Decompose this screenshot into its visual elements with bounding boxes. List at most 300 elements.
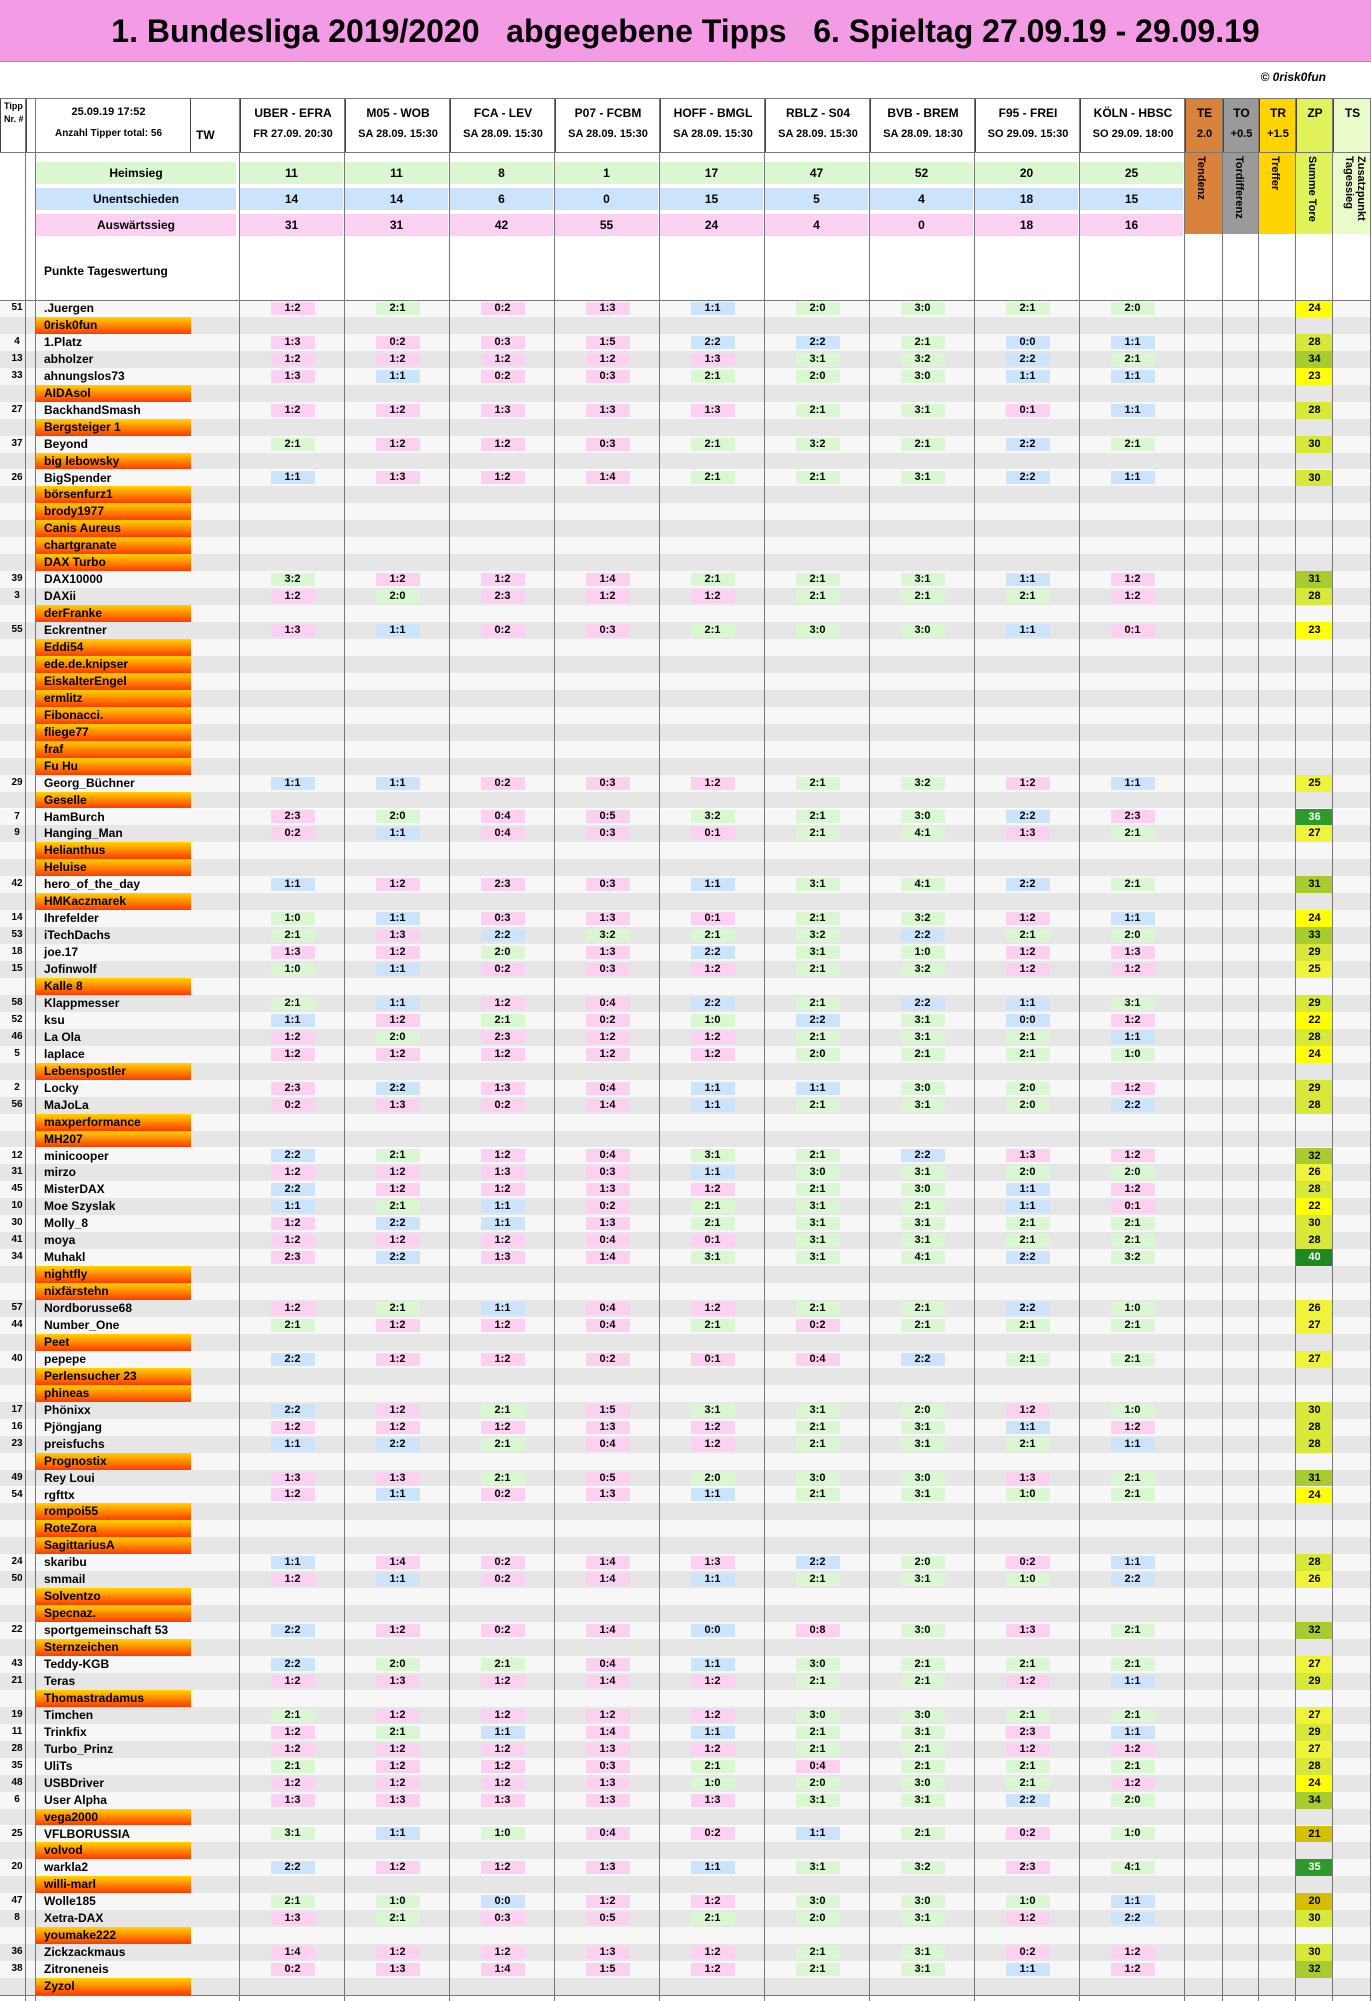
stat-value: 55 — [555, 214, 658, 236]
tipp-number: 40 — [11, 1352, 23, 1364]
table-row — [0, 1690, 1371, 1707]
tipper-name: Lebenspostler — [36, 1063, 191, 1080]
tipp-label: Tipp — [4, 101, 23, 111]
tip-cell: 3:1 — [796, 1200, 840, 1213]
tip-cell: 2:1 — [691, 438, 735, 451]
tip-cell: 1:1 — [691, 1082, 735, 1095]
tip-cell: 2:1 — [376, 302, 420, 315]
tip-cell: 1:1 — [481, 1302, 525, 1315]
tip-cell: 2:2 — [1006, 471, 1050, 484]
tip-cell: 1:5 — [586, 336, 630, 349]
tip-cell: 1:3 — [586, 1488, 630, 1501]
zp-score: 31 — [1296, 876, 1333, 893]
tip-cell: 1:2 — [481, 1234, 525, 1247]
tip-cell: 2:2 — [271, 1658, 315, 1671]
table-row — [0, 1503, 1371, 1520]
tip-cell: 2:1 — [901, 1048, 945, 1061]
stat-value: 15 — [660, 188, 763, 210]
tip-cell: 3:1 — [691, 1149, 735, 1162]
tip-cell: 3:0 — [796, 1709, 840, 1722]
tip-cell: 2:2 — [376, 1217, 420, 1230]
extra-code: ZP — [1307, 106, 1323, 120]
match-label: FCA - LEV — [473, 106, 533, 120]
tip-cell: 0:3 — [481, 912, 525, 925]
tip-cell: 1:2 — [271, 353, 315, 366]
tip-cell: 2:1 — [1006, 1031, 1050, 1044]
table-row — [0, 876, 1371, 893]
tip-cell: 1:2 — [376, 946, 420, 959]
extra-value: +0.5 — [1230, 128, 1253, 140]
table-row — [0, 944, 1371, 961]
grid-line — [1184, 98, 1185, 2001]
tip-cell: 2:1 — [1111, 1624, 1155, 1637]
stat-value: 47 — [765, 162, 868, 184]
tip-cell: 1:0 — [1006, 1895, 1050, 1908]
tipp-number: 51 — [11, 302, 23, 313]
tip-cell: 3:1 — [796, 1794, 840, 1807]
tip-cell: 2:1 — [271, 1760, 315, 1773]
zp-score: 24 — [1296, 300, 1333, 317]
tip-cell: 1:1 — [376, 912, 420, 925]
tip-cell: 0:3 — [586, 624, 630, 637]
tip-cell: 1:3 — [271, 946, 315, 959]
table-row — [0, 1164, 1371, 1181]
tipper-name: rgfttx — [44, 1487, 75, 1502]
tip-cell: 1:0 — [1111, 1302, 1155, 1315]
extra-long-label: Summe Tore — [1306, 156, 1318, 222]
tip-cell: 2:2 — [901, 997, 945, 1010]
stat-value: 14 — [345, 188, 448, 210]
tip-cell: 1:3 — [376, 471, 420, 484]
tip-cell: 1:3 — [586, 1421, 630, 1434]
grid-line — [1079, 98, 1080, 2001]
stat-value: 0 — [555, 188, 658, 210]
tip-cell: 1:1 — [1111, 336, 1155, 349]
tipper-name: joe.17 — [44, 945, 79, 960]
zp-score: 28 — [1296, 1758, 1333, 1775]
tip-cell: 1:1 — [691, 878, 735, 891]
tip-cell: 2:1 — [901, 1658, 945, 1671]
table-row — [0, 1080, 1371, 1097]
zp-score: 24 — [1296, 1775, 1333, 1792]
tip-cell: 2:1 — [796, 1963, 840, 1976]
grid-line — [0, 152, 1371, 153]
match-header-7 — [975, 98, 1080, 152]
tip-cell: 1:2 — [376, 404, 420, 417]
tip-cell: 2:1 — [901, 438, 945, 451]
tip-cell: 0:2 — [1006, 1946, 1050, 1959]
tipp-number: 39 — [11, 573, 23, 585]
zp-score: 27 — [1296, 1656, 1333, 1673]
tip-cell: 2:1 — [691, 471, 735, 484]
tip-cell: 2:1 — [691, 1200, 735, 1213]
tip-cell: 1:2 — [1111, 590, 1155, 603]
tip-cell: 0:4 — [586, 1319, 630, 1332]
tip-cell: 1:2 — [271, 1573, 315, 1586]
tip-cell: 1:2 — [481, 573, 525, 586]
table-row — [0, 1775, 1371, 1792]
tip-cell: 2:0 — [1111, 1166, 1155, 1179]
tip-cell: 2:2 — [271, 1183, 315, 1196]
tip-cell: 1:2 — [376, 1234, 420, 1247]
tip-cell: 1:2 — [481, 471, 525, 484]
tip-cell: 2:1 — [1111, 827, 1155, 840]
tipper-name: hero_of_the_day — [44, 877, 141, 892]
tip-cell: 1:1 — [271, 878, 315, 891]
tip-cell: 0:2 — [271, 1963, 315, 1976]
table-row — [0, 300, 1371, 317]
tipp-number: 24 — [11, 1556, 23, 1568]
tip-cell: 0:2 — [481, 624, 525, 637]
match-label: HOFF - BMGL — [673, 106, 753, 120]
table-row — [0, 1419, 1371, 1436]
tipper-name: Peet — [36, 1334, 191, 1351]
tip-cell: 1:4 — [586, 1675, 630, 1688]
stat-label-ausw: Auswärtssieg — [36, 214, 236, 236]
tipp-number: 43 — [11, 1658, 23, 1669]
tipper-name: skaribu — [44, 1555, 87, 1570]
tip-cell: 2:1 — [1006, 1048, 1050, 1061]
tipper-name: BackhandSmash — [44, 402, 141, 417]
zp-score: 24 — [1296, 1487, 1333, 1504]
tipp-number: 19 — [11, 1708, 23, 1720]
match-label: M05 - WOB — [366, 106, 430, 120]
tip-cell: 1:1 — [1006, 1421, 1050, 1434]
tip-cell: 3:2 — [271, 573, 315, 586]
tip-cell: 0:3 — [586, 1166, 630, 1179]
extra-value: 2.0 — [1196, 128, 1213, 140]
tip-cell: 3:0 — [796, 1895, 840, 1908]
tip-cell: 1:0 — [1006, 1488, 1050, 1501]
table-row — [0, 1317, 1371, 1334]
tip-cell: 2:1 — [481, 1438, 525, 1451]
tipper-name: MisterDAX — [44, 1182, 105, 1197]
stat-value: 52 — [870, 162, 973, 184]
tip-cell: 0:3 — [586, 1760, 630, 1773]
tipp-nr-label: Nr. # — [4, 114, 24, 124]
stat-value: 8 — [450, 162, 553, 184]
tip-cell: 1:1 — [691, 1658, 735, 1671]
tip-cell: 1:2 — [271, 1302, 315, 1315]
tip-cell: 1:5 — [586, 1963, 630, 1976]
tipper-name: Zitroneneis — [44, 1962, 109, 1977]
tipp-number: 45 — [11, 1183, 23, 1195]
tip-cell: 2:2 — [1111, 1099, 1155, 1112]
tip-cell: 1:2 — [1111, 1946, 1155, 1959]
extra-header-to — [1223, 98, 1259, 152]
tip-cell: 2:0 — [376, 590, 420, 603]
table-header — [0, 98, 1371, 152]
tip-cell: 1:3 — [481, 1082, 525, 1095]
tipp-number: 8 — [14, 1912, 20, 1924]
tip-cell: 1:3 — [271, 336, 315, 349]
table-row — [0, 605, 1371, 622]
tipp-number: 29 — [11, 776, 23, 788]
table-row — [0, 1741, 1371, 1758]
stat-value: 24 — [660, 214, 763, 236]
tip-cell: 2:1 — [796, 777, 840, 790]
zp-score: 27 — [1296, 825, 1333, 842]
tip-cell: 0:1 — [1111, 624, 1155, 637]
tip-cell: 3:1 — [901, 1488, 945, 1501]
table-row — [0, 1961, 1371, 1978]
table-row — [0, 1826, 1371, 1843]
tip-cell: 2:1 — [271, 997, 315, 1010]
tip-cell: 1:2 — [376, 573, 420, 586]
tip-cell: 1:2 — [271, 1217, 315, 1230]
match-date: SA 28.09. 18:30 — [883, 128, 963, 140]
tip-cell: 2:1 — [1111, 1709, 1155, 1722]
tip-cell: 1:2 — [691, 1743, 735, 1756]
tip-cell: 1:2 — [376, 438, 420, 451]
tipp-number: 14 — [11, 912, 23, 924]
tip-cell: 1:2 — [271, 1048, 315, 1061]
tip-cell: 1:0 — [271, 912, 315, 925]
tip-cell: 2:1 — [691, 573, 735, 586]
table-row — [0, 453, 1371, 470]
tipp-number: 28 — [11, 1742, 23, 1754]
grid-line — [0, 1995, 1371, 1996]
tip-cell: 2:1 — [376, 1302, 420, 1315]
tipper-name: iTechDachs — [44, 928, 111, 943]
tip-cell: 3:1 — [796, 1251, 840, 1264]
stat-value: 17 — [660, 162, 763, 184]
zp-score: 26 — [1296, 1300, 1333, 1317]
tipper-name: Zickzackmaus — [44, 1945, 126, 1960]
tip-cell: 2:2 — [796, 336, 840, 349]
extra-column-bg — [1185, 152, 1223, 234]
tipper-name: derFranke — [36, 605, 191, 622]
match-date: FR 27.09. 20:30 — [253, 128, 333, 140]
tipp-number: 11 — [11, 1725, 23, 1737]
tipper-name: Canis Aureus — [36, 520, 191, 537]
tip-cell: 1:4 — [586, 573, 630, 586]
tip-cell: 1:2 — [691, 1183, 735, 1196]
tip-cell: 1:3 — [586, 1743, 630, 1756]
tip-cell: 2:1 — [481, 1472, 525, 1485]
tipp-number: 27 — [11, 403, 23, 415]
tip-cell: 3:1 — [901, 573, 945, 586]
tip-cell: 0:4 — [586, 1827, 630, 1840]
tip-cell: 1:3 — [691, 404, 735, 417]
tip-cell: 2:2 — [1006, 438, 1050, 451]
tipper-name: Eckrentner — [44, 623, 107, 638]
tip-cell: 2:1 — [796, 1675, 840, 1688]
tip-cell: 3:1 — [691, 1404, 735, 1417]
tip-cell: 3:1 — [901, 1726, 945, 1739]
tip-cell: 2:0 — [1111, 929, 1155, 942]
tip-cell: 2:1 — [1006, 1658, 1050, 1671]
tip-cell: 2:2 — [271, 1149, 315, 1162]
tip-cell: 1:2 — [1006, 777, 1050, 790]
tip-cell: 0:2 — [481, 370, 525, 383]
stat-value: 31 — [345, 214, 448, 236]
grid-line — [25, 98, 26, 2001]
tip-cell: 1:1 — [1111, 1031, 1155, 1044]
tip-cell: 0:2 — [586, 1014, 630, 1027]
tip-cell: 4:1 — [901, 878, 945, 891]
tipper-name: ahnungslos73 — [44, 368, 125, 383]
stat-value: 16 — [1080, 214, 1183, 236]
tipp-number: 13 — [11, 352, 23, 364]
tip-cell: 1:3 — [586, 404, 630, 417]
tip-cell: 0:2 — [796, 1319, 840, 1332]
tip-cell: 1:1 — [691, 1861, 735, 1874]
tipp-number: 54 — [11, 1488, 23, 1500]
tipper-name: mirzo — [44, 1165, 77, 1180]
stat-value: 31 — [240, 214, 343, 236]
stat-value: 11 — [345, 162, 448, 184]
table-row — [0, 724, 1371, 741]
match-label: P07 - FCBM — [574, 106, 642, 120]
tip-cell: 2:1 — [796, 1183, 840, 1196]
table-row — [0, 690, 1371, 707]
tip-cell: 1:2 — [1111, 1421, 1155, 1434]
tip-cell: 1:2 — [1111, 1777, 1155, 1790]
tip-cell: 0:2 — [1006, 1556, 1050, 1569]
tip-cell: 3:0 — [796, 1166, 840, 1179]
grid-line — [344, 98, 345, 2001]
zp-score: 28 — [1296, 402, 1333, 419]
tipp-number: 34 — [11, 1251, 23, 1263]
table-row — [0, 1097, 1371, 1114]
stat-value: 25 — [1080, 162, 1183, 184]
zp-score: 32 — [1296, 1622, 1333, 1639]
tip-cell: 0:2 — [481, 1624, 525, 1637]
tipp-number: 44 — [11, 1319, 23, 1330]
tip-cell: 1:2 — [1006, 912, 1050, 925]
tip-cell: 0:2 — [271, 827, 315, 840]
tip-cell: 2:0 — [901, 1404, 945, 1417]
tip-cell: 1:4 — [586, 1251, 630, 1264]
table-row — [0, 1012, 1371, 1029]
tip-cell: 0:5 — [586, 810, 630, 823]
match-label: F95 - FREI — [998, 106, 1058, 120]
tip-cell: 0:2 — [481, 963, 525, 976]
table-row — [0, 1063, 1371, 1080]
table-row — [0, 1944, 1371, 1961]
grid-line — [974, 98, 975, 2001]
tip-cell: 2:1 — [376, 1149, 420, 1162]
grid-line — [0, 300, 1371, 301]
tip-cell: 3:1 — [796, 1404, 840, 1417]
tip-cell: 2:3 — [1111, 810, 1155, 823]
zp-score: 30 — [1296, 1215, 1333, 1232]
tip-cell: 1:1 — [1111, 1675, 1155, 1688]
extra-column-bg — [1333, 152, 1371, 234]
zp-score: 26 — [1296, 1571, 1333, 1588]
tip-cell: 2:1 — [901, 1200, 945, 1213]
tipper-name: ksu — [44, 1012, 65, 1027]
tip-cell: 2:2 — [1006, 1251, 1050, 1264]
tip-cell: 2:1 — [1111, 353, 1155, 366]
table-row — [0, 520, 1371, 537]
tip-cell: 1:1 — [1006, 370, 1050, 383]
tip-cell: 0:8 — [796, 1624, 840, 1637]
tip-cell: 1:0 — [376, 1895, 420, 1908]
tipper-name: Phönixx — [44, 1402, 91, 1417]
tip-cell: 1:3 — [586, 1794, 630, 1807]
tip-cell: 1:2 — [691, 1709, 735, 1722]
zp-score: 21 — [1296, 1826, 1333, 1843]
tipper-name: nixfärstehn — [36, 1283, 191, 1300]
zp-score: 28 — [1296, 1097, 1333, 1114]
tip-cell: 2:1 — [1111, 438, 1155, 451]
table-row — [0, 978, 1371, 995]
tip-cell: 1:3 — [586, 1777, 630, 1790]
match-header-8 — [1080, 98, 1185, 152]
tip-cell: 3:1 — [901, 1234, 945, 1247]
tip-cell: 2:1 — [796, 1421, 840, 1434]
tip-cell: 3:1 — [901, 1912, 945, 1925]
tip-cell: 2:3 — [1006, 1861, 1050, 1874]
tipper-name: Ihrefelder — [44, 911, 99, 926]
tipper-name: ermlitz — [36, 690, 191, 707]
tip-cell: 1:3 — [271, 1912, 315, 1925]
tip-cell: 1:2 — [1006, 946, 1050, 959]
tip-cell: 0:3 — [586, 878, 630, 891]
tip-cell: 1:1 — [1006, 1183, 1050, 1196]
tip-cell: 1:1 — [1111, 1895, 1155, 1908]
tip-cell: 3:1 — [901, 1946, 945, 1959]
tipper-name: Beyond — [44, 436, 89, 451]
tipp-number: 48 — [11, 1776, 23, 1788]
tip-cell: 3:1 — [901, 1166, 945, 1179]
table-row — [0, 1029, 1371, 1046]
tip-cell: 3:2 — [901, 353, 945, 366]
title-banner — [0, 0, 1371, 62]
tip-cell: 1:2 — [376, 1743, 420, 1756]
zp-score: 29 — [1296, 995, 1333, 1012]
tipper-name: DAX10000 — [44, 572, 103, 587]
tip-cell: 1:3 — [481, 1166, 525, 1179]
tip-cell: 1:2 — [271, 1031, 315, 1044]
tip-cell: 0:4 — [586, 1658, 630, 1671]
tip-cell: 2:2 — [691, 336, 735, 349]
table-row — [0, 825, 1371, 842]
table-row — [0, 503, 1371, 520]
grid-line — [35, 98, 36, 2001]
tip-cell: 0:3 — [586, 438, 630, 451]
tipper-name: Klappmesser — [44, 995, 120, 1010]
tip-cell: 1:2 — [376, 1014, 420, 1027]
tip-cell: 1:1 — [376, 370, 420, 383]
tip-cell: 3:2 — [586, 929, 630, 942]
zp-score: 23 — [1296, 622, 1333, 639]
tip-cell: 2:1 — [796, 810, 840, 823]
tip-cell: 1:1 — [271, 1200, 315, 1213]
zp-score: 27 — [1296, 1741, 1333, 1758]
tip-cell: 1:3 — [1111, 946, 1155, 959]
table-row — [0, 1978, 1371, 1995]
tip-cell: 2:2 — [271, 1404, 315, 1417]
table-row — [0, 1859, 1371, 1876]
tip-cell: 0:4 — [796, 1353, 840, 1366]
tip-cell: 0:5 — [586, 1472, 630, 1485]
tip-cell: 1:2 — [481, 1861, 525, 1874]
tipp-number: 35 — [11, 1759, 23, 1771]
tipper-name: Wolle185 — [44, 1894, 96, 1909]
tip-cell: 0:3 — [586, 370, 630, 383]
tip-cell: 1:2 — [586, 1709, 630, 1722]
tip-cell: 2:2 — [901, 1149, 945, 1162]
tip-cell: 1:3 — [481, 1251, 525, 1264]
tip-cell: 2:2 — [1111, 1573, 1155, 1586]
tip-cell: 2:1 — [901, 1302, 945, 1315]
zp-score: 22 — [1296, 1198, 1333, 1215]
table-row — [0, 436, 1371, 453]
table-row — [0, 1300, 1371, 1317]
